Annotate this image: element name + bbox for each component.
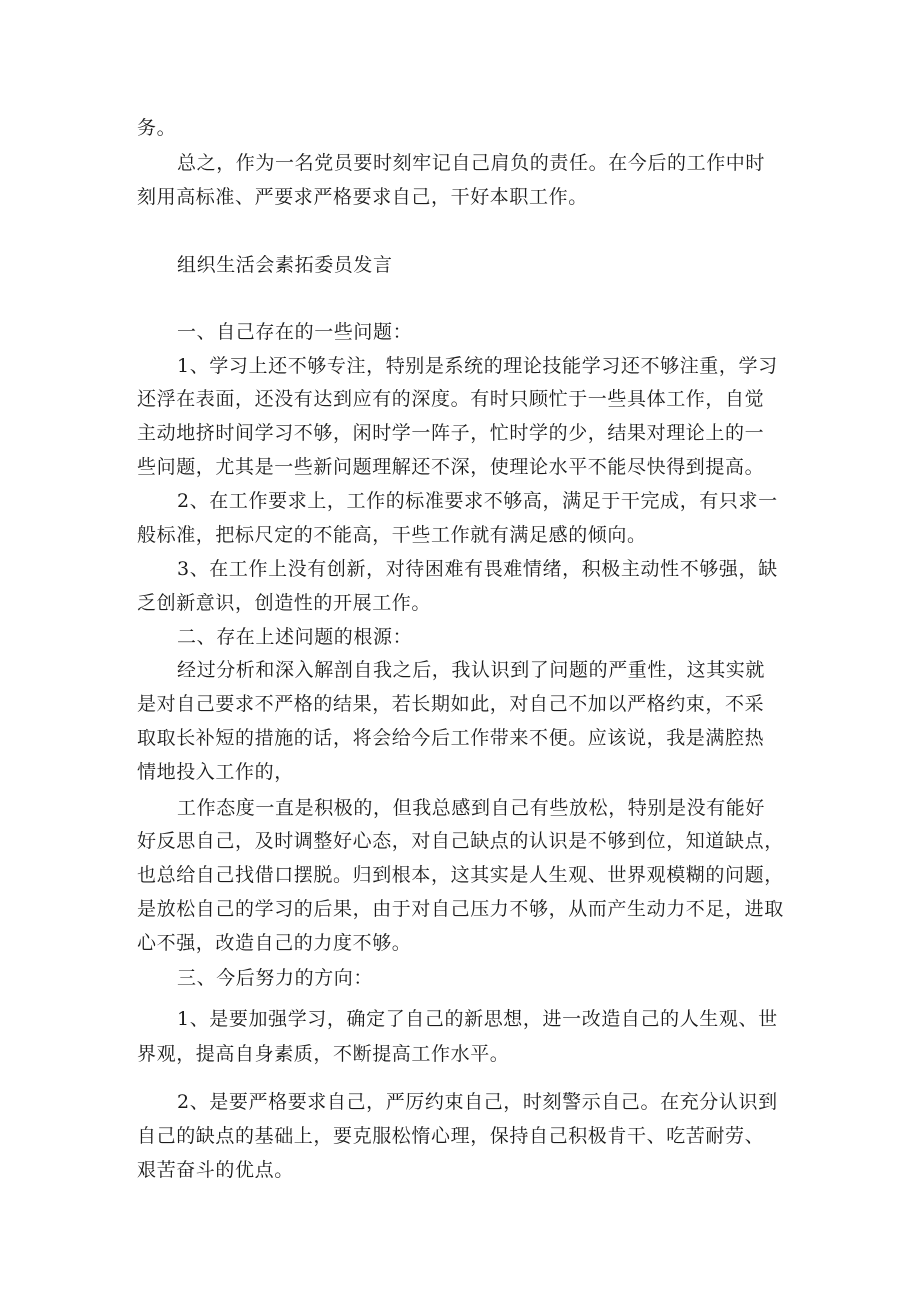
intro-line: 务。 xyxy=(137,117,177,139)
problem-2-line: 2、在工作要求上，工作的标准要求不够高，满足于干完成，有只求一 xyxy=(177,490,778,512)
section-heading-direction: 三、今后努力的方向： xyxy=(177,967,374,989)
roots-para-2-line: 好反思自己，及时调整好心态，对自己缺点的认识是不够到位，知道缺点， xyxy=(137,830,784,852)
direction-2-line: 艰苦奋斗的优点。 xyxy=(137,1159,294,1181)
section-heading-problems: 一、自己存在的一些问题： xyxy=(177,321,413,343)
problem-2-line: 般标准，把标尺定的不能高，干些工作就有满足感的倾向。 xyxy=(137,524,647,546)
direction-1-line: 1、是要加强学习，确定了自己的新思想，进一改造自己的人生观、世 xyxy=(177,1008,778,1030)
roots-para-2-line: 工作态度一直是积极的，但我总感到自己有些放松，特别是没有能好 xyxy=(177,797,766,819)
problem-1-line: 还浮在表面，还没有达到应有的深度。有时只顾忙于一些具体工作，自觉 xyxy=(137,388,765,410)
problem-1-line: 1、学习上还不够专注，特别是系统的理论技能学习还不够注重，学习 xyxy=(177,355,778,377)
roots-para-2-line: 也总给自己找借口摆脱。归到根本，这其实是人生观、世界观模糊的问题， xyxy=(137,864,784,886)
roots-para-1-line: 是对自己要求不严格的结果，若长期如此，对自己不加以严格约束，不采 xyxy=(137,693,765,715)
direction-2-line: 2、是要严格要求自己，严厉约束自己，时刻警示自己。在充分认识到 xyxy=(177,1091,778,1113)
intro-line: 总之，作为一名党员要时刻牢记自己肩负的责任。在今后的工作中时 xyxy=(177,152,766,174)
roots-para-2-line: 是放松自己的学习的后果，由于对自己压力不够，从而产生动力不足，进取 xyxy=(137,898,784,920)
direction-2-line: 自己的缺点的基础上，要克服松惰心理，保持自己积极肯干、吃苦耐劳、 xyxy=(137,1125,765,1147)
problem-3-line: 乏创新意识，创造性的开展工作。 xyxy=(137,592,432,614)
roots-para-1-line: 经过分析和深入解剖自我之后，我认识到了问题的严重性，这其实就 xyxy=(177,659,766,681)
problem-1-line: 主动地挤时间学习不够，闲时学一阵子，忙时学的少，结果对理论上的一 xyxy=(137,422,765,444)
roots-para-2-line: 心不强，改造自己的力度不够。 xyxy=(137,932,412,954)
section-heading-roots: 二、存在上述问题的根源： xyxy=(177,626,413,648)
problem-1-line: 些问题，尤其是一些新问题理解还不深，使理论水平不能尽快得到提高。 xyxy=(137,456,765,478)
document-title: 组织生活会素拓委员发言 xyxy=(177,254,393,276)
problem-3-line: 3、在工作上没有创新，对待困难有畏难情绪，积极主动性不够强，缺 xyxy=(177,558,778,580)
intro-line: 刻用高标准、严要求严格要求自己，干好本职工作。 xyxy=(137,186,588,208)
direction-1-line: 界观，提高自身素质，不断提高工作水平。 xyxy=(137,1043,510,1065)
roots-para-1-line: 取取长补短的措施的话，将会给今后工作带来不便。应该说，我是满腔热 xyxy=(137,727,765,749)
roots-para-1-line: 情地投入工作的， xyxy=(137,761,294,783)
